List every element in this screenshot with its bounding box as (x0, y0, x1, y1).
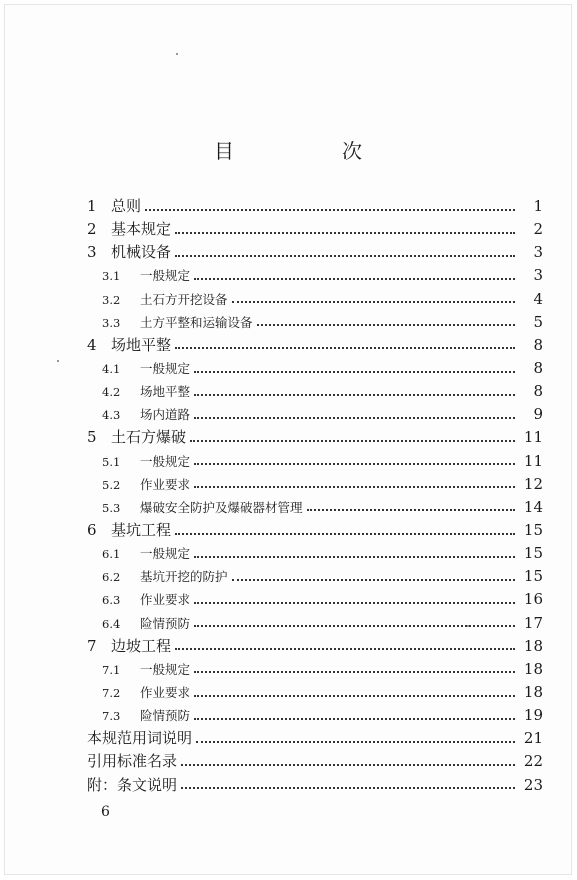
toc-entry-page: 11 (523, 451, 543, 470)
toc-entry[interactable] (87, 264, 543, 287)
document-page (4, 4, 572, 875)
toc-entry-number: 5.3 (102, 500, 121, 515)
dot-leader (194, 277, 515, 280)
toc-entry-label: 场地平整 (140, 384, 191, 400)
toc-entry[interactable] (87, 357, 543, 380)
toc-entry-label: 土石方爆破 (111, 428, 187, 447)
dot-leader (194, 717, 515, 720)
toc-entry-page: 11 (523, 428, 543, 447)
toc-entry-number: 3.3 (102, 315, 121, 330)
toc-entry-number: 5.1 (102, 454, 121, 469)
toc-entry-page: 3 (533, 243, 543, 262)
toc-entry-number: 7 (87, 636, 97, 655)
dot-leader (181, 763, 515, 766)
toc-entry[interactable] (87, 542, 543, 565)
toc-entry[interactable] (87, 635, 543, 658)
toc-entry-page: 8 (533, 382, 543, 401)
toc-entry-number: 7.2 (102, 685, 121, 700)
toc-entry-number: 4.2 (102, 385, 121, 400)
toc-entry-page: 18 (523, 682, 543, 701)
toc-entry-label: 总则 (111, 197, 142, 215)
dot-leader (175, 647, 515, 650)
toc-entry-page: 16 (523, 590, 543, 609)
toc-entry-label: 基坑工程 (111, 520, 172, 539)
toc-entry-number: 4 (87, 335, 97, 354)
toc-entry[interactable] (87, 612, 543, 635)
toc-entry-label: 场内道路 (140, 407, 191, 423)
toc-entry-page: 5 (533, 312, 543, 331)
toc-entry-label: 作业要求 (140, 592, 191, 608)
toc-entry-number: 6.4 (102, 616, 121, 631)
scan-speck (57, 360, 59, 362)
toc-entry-label: 本规范用词说明 (87, 729, 193, 748)
toc-entry[interactable] (87, 519, 543, 542)
toc-entry-number: 3.2 (102, 292, 121, 307)
dot-leader (196, 740, 515, 743)
toc-entry-page: 2 (533, 220, 543, 239)
toc-entry-number: 6.3 (102, 593, 121, 608)
toc-entry-label: 场地平整 (111, 335, 172, 354)
dot-leader (194, 462, 515, 465)
toc-entry[interactable] (87, 565, 543, 588)
toc-entry-label: 机械设备 (111, 243, 172, 262)
toc-entry-label: 一般规定 (140, 360, 191, 376)
toc-entry-page: 14 (523, 497, 543, 516)
dot-leader (194, 485, 515, 488)
toc-entry-number: 4.3 (102, 408, 121, 423)
scan-speck (176, 53, 178, 55)
toc-entry-number: 6.1 (102, 547, 121, 562)
toc-entry-label: 作业要求 (140, 684, 191, 700)
toc-entry[interactable] (87, 450, 543, 473)
page-number: 6 (101, 804, 110, 820)
toc-entry-page: 1 (533, 197, 543, 215)
toc-entry-label: 引用标准名录 (87, 752, 178, 771)
dot-leader (190, 439, 515, 442)
toc-entry-number: 3.1 (102, 269, 121, 284)
toc-entry-number: 4.1 (102, 361, 121, 376)
toc-entry-label: 险情预防 (140, 708, 191, 724)
toc-entry-label: 险情预防 (140, 615, 191, 631)
dot-leader (175, 254, 515, 257)
toc-entry-page: 18 (523, 659, 543, 678)
toc-entry-label: 一般规定 (140, 453, 191, 469)
toc-entry-label: 土方平整和运输设备 (140, 314, 253, 330)
dot-leader (145, 208, 515, 211)
toc-entry-page: 19 (523, 706, 543, 725)
dot-leader (194, 370, 515, 373)
toc-entry[interactable] (87, 311, 543, 334)
toc-entry[interactable] (87, 241, 543, 264)
toc-entry[interactable] (87, 334, 543, 357)
toc-entry-label: 一般规定 (140, 661, 191, 677)
toc-entry-number: 6 (87, 520, 97, 539)
toc-entry-page: 15 (523, 567, 543, 586)
toc-entry[interactable] (87, 704, 543, 727)
toc-entry-page: 12 (523, 474, 543, 493)
dot-leader (181, 786, 515, 789)
toc-entry-page: 3 (533, 266, 543, 285)
toc-entry-page: 15 (523, 520, 543, 539)
toc-entry-label: 边坡工程 (111, 636, 172, 655)
toc-entry-page: 4 (533, 289, 543, 308)
toc-entry[interactable] (87, 588, 543, 611)
toc-entry[interactable] (87, 195, 543, 218)
toc-entry[interactable] (87, 658, 543, 681)
dot-leader (175, 231, 515, 234)
dot-leader (232, 578, 515, 581)
toc-entry[interactable] (87, 727, 543, 750)
toc-entry-label: 土石方开挖设备 (140, 291, 228, 307)
dot-leader (194, 555, 515, 558)
toc-entry[interactable] (87, 750, 543, 773)
dot-leader (194, 393, 515, 396)
toc-entry-page: 8 (533, 335, 543, 354)
toc-entry-number: 1 (87, 197, 97, 215)
dot-leader (175, 532, 515, 535)
toc-entry-number: 3 (87, 243, 97, 262)
toc-entry[interactable] (87, 681, 543, 704)
toc-entry-label: 一般规定 (140, 546, 191, 562)
toc-entry[interactable] (87, 403, 543, 426)
toc-entry-number: 5 (87, 428, 97, 447)
toc-entry[interactable] (87, 774, 543, 797)
toc-entry-label: 一般规定 (140, 268, 191, 284)
dot-leader (194, 624, 515, 627)
toc-entry-page: 8 (533, 358, 543, 377)
toc-entry[interactable] (87, 473, 543, 496)
toc-entry-page: 21 (523, 729, 543, 748)
toc-entry-label: 基坑开挖的防护 (140, 569, 228, 585)
toc-entry-number: 7.1 (102, 662, 121, 677)
table-of-contents (87, 195, 543, 797)
toc-entry-label: 附：条文说明 (87, 775, 178, 794)
dot-leader (194, 670, 515, 673)
toc-entry-number: 6.2 (102, 570, 121, 585)
toc-entry-number: 5.2 (102, 477, 121, 492)
toc-entry[interactable] (87, 288, 543, 311)
toc-entry-number: 7.3 (102, 709, 121, 724)
toc-entry[interactable] (87, 496, 543, 519)
toc-entry-page: 23 (523, 775, 543, 794)
toc-title: 目 次 (214, 139, 406, 163)
toc-entry[interactable] (87, 426, 543, 449)
toc-entry-page: 22 (523, 752, 543, 771)
toc-entry-page: 15 (523, 544, 543, 563)
toc-entry-label: 作业要求 (140, 476, 191, 492)
dot-leader (194, 416, 515, 419)
toc-entry-page: 17 (523, 613, 543, 632)
toc-entry-page: 18 (523, 636, 543, 655)
dot-leader (194, 601, 515, 604)
dot-leader (175, 346, 515, 349)
toc-entry[interactable] (87, 218, 543, 241)
toc-entry-number: 2 (87, 220, 97, 239)
toc-entry-label: 基本规定 (111, 220, 172, 239)
dot-leader (257, 323, 515, 326)
dot-leader (194, 694, 515, 697)
dot-leader (232, 300, 515, 303)
dot-leader (307, 508, 515, 511)
toc-entry-label: 爆破安全防护及爆破器材管理 (140, 499, 303, 515)
toc-entry[interactable] (87, 380, 543, 403)
toc-entry-page: 9 (533, 405, 543, 424)
